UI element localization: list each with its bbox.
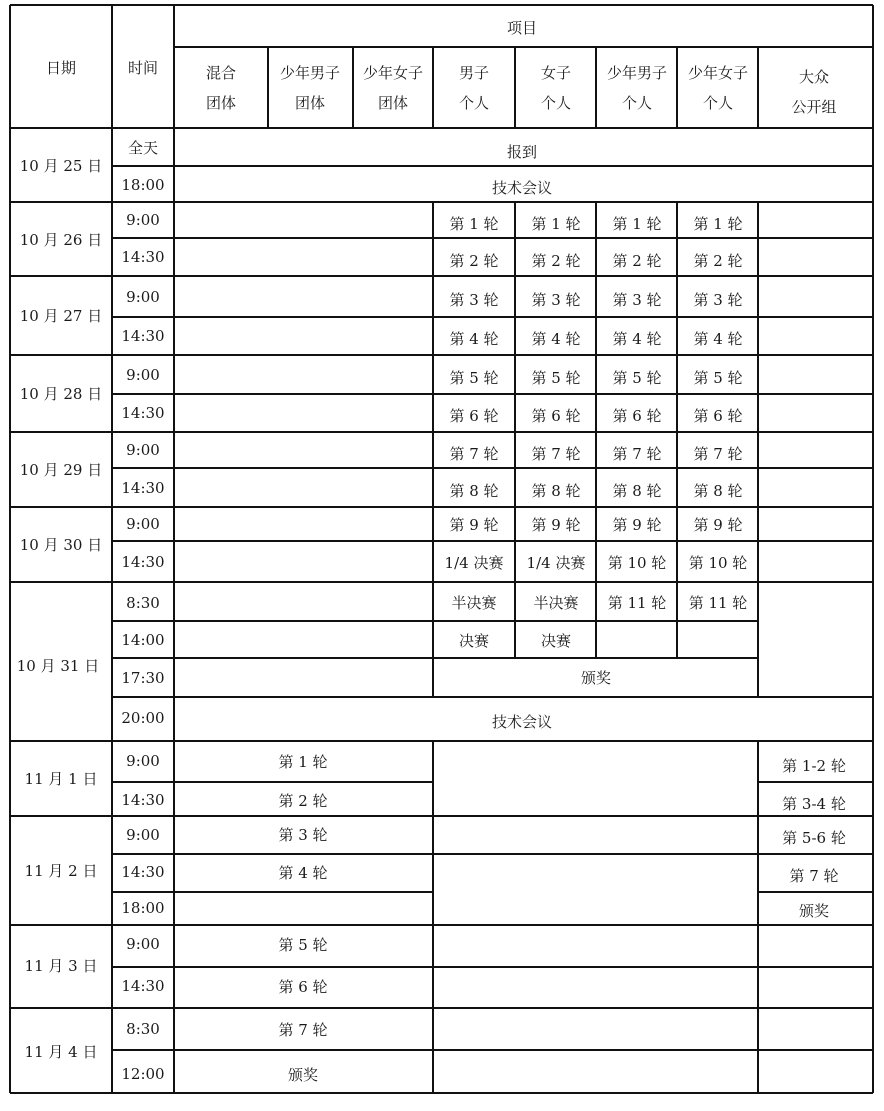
round-cell: 第 9 轮 — [531, 516, 581, 534]
round-cell: 第 7 轮 — [531, 445, 581, 463]
round-cell: 第 8 轮 — [449, 482, 499, 500]
round-cell: 第 11 轮 — [607, 594, 667, 612]
header-date: 日期 — [45, 59, 77, 77]
event-women-individual-l1: 女子 — [540, 64, 572, 82]
team-round-cell: 颁奖 — [287, 1066, 319, 1084]
date-oct-31: 10 月 31 日 — [16, 657, 100, 675]
date-nov-1: 11 月 1 日 — [24, 770, 98, 788]
event-mixed-team-l1: 混合 — [205, 64, 237, 82]
time-cell: 14:30 — [121, 479, 165, 497]
round-cell: 半决赛 — [533, 594, 579, 612]
round-cell: 第 4 轮 — [449, 330, 499, 348]
team-round-cell: 第 7 轮 — [278, 1021, 328, 1039]
event-mixed-team-l2: 团体 — [205, 94, 237, 112]
time-cell: 9:00 — [126, 441, 160, 459]
event-junior-women-team-l2: 团体 — [377, 94, 409, 112]
time-cell: 9:00 — [126, 288, 160, 306]
round-cell: 第 2 轮 — [531, 252, 581, 270]
time-cell: 8:30 — [126, 594, 160, 612]
time-cell: 14:30 — [121, 327, 165, 345]
time-cell: 9:00 — [126, 366, 160, 384]
event-junior-men-individual-l1: 少年男子 — [606, 64, 668, 82]
round-cell: 第 3 轮 — [612, 291, 662, 309]
team-round-cell: 第 3 轮 — [278, 826, 328, 844]
time-cell: 14:00 — [121, 631, 165, 649]
team-round-cell: 第 4 轮 — [278, 864, 328, 882]
time-cell: 18:00 — [121, 899, 165, 917]
header-events-group: 项目 — [506, 19, 538, 37]
open-round-cell: 第 3-4 轮 — [782, 795, 846, 813]
round-cell: 第 11 轮 — [688, 594, 748, 612]
date-oct-29: 10 月 29 日 — [19, 461, 103, 479]
tech-meeting-cell: 技术会议 — [491, 713, 553, 731]
open-round-cell: 第 7 轮 — [789, 867, 839, 885]
round-cell: 1/4 决赛 — [444, 554, 504, 572]
round-cell: 第 6 轮 — [449, 407, 499, 425]
time-cell: 17:30 — [121, 669, 165, 687]
event-open-group-l1: 大众 — [798, 68, 830, 86]
round-cell: 第 2 轮 — [612, 252, 662, 270]
time-cell: 全天 — [127, 139, 159, 157]
round-cell: 第 3 轮 — [531, 291, 581, 309]
individual-award-cell: 颁奖 — [580, 669, 612, 687]
round-cell: 决赛 — [540, 632, 572, 650]
time-cell: 9:00 — [126, 752, 160, 770]
round-cell: 第 1 轮 — [531, 215, 581, 233]
event-men-individual-l1: 男子 — [458, 64, 490, 82]
round-cell: 第 6 轮 — [612, 407, 662, 425]
time-cell: 14:30 — [121, 863, 165, 881]
date-oct-30: 10 月 30 日 — [19, 536, 103, 554]
time-cell: 20:00 — [121, 709, 165, 727]
event-junior-men-individual-l2: 个人 — [621, 94, 653, 112]
date-oct-27: 10 月 27 日 — [19, 307, 103, 325]
round-cell: 第 5 轮 — [612, 369, 662, 387]
date-oct-26: 10 月 26 日 — [19, 231, 103, 249]
event-junior-women-individual-l2: 个人 — [702, 94, 734, 112]
round-cell: 第 2 轮 — [449, 252, 499, 270]
header-time: 时间 — [127, 59, 159, 77]
event-men-individual-l2: 个人 — [458, 94, 490, 112]
round-cell: 第 7 轮 — [449, 445, 499, 463]
round-cell: 第 1 轮 — [449, 215, 499, 233]
round-cell: 第 6 轮 — [531, 407, 581, 425]
date-nov-4: 11 月 4 日 — [24, 1043, 98, 1061]
tech-meeting-cell: 技术会议 — [491, 179, 553, 197]
round-cell: 第 6 轮 — [693, 407, 743, 425]
team-round-cell: 第 6 轮 — [278, 978, 328, 996]
date-nov-2: 11 月 2 日 — [24, 862, 98, 880]
round-cell: 第 3 轮 — [693, 291, 743, 309]
round-cell: 第 2 轮 — [693, 252, 743, 270]
time-cell: 14:30 — [121, 404, 165, 422]
round-cell: 第 8 轮 — [693, 482, 743, 500]
round-cell: 半决赛 — [451, 594, 497, 612]
team-round-cell: 第 1 轮 — [278, 753, 328, 771]
event-women-individual-l2: 个人 — [540, 94, 572, 112]
round-cell: 第 9 轮 — [612, 516, 662, 534]
round-cell: 第 4 轮 — [531, 330, 581, 348]
round-cell: 第 5 轮 — [693, 369, 743, 387]
event-junior-men-team-l2: 团体 — [294, 94, 326, 112]
time-cell: 12:00 — [121, 1065, 165, 1083]
event-open-group-l2: 公开组 — [791, 98, 837, 116]
round-cell: 1/4 决赛 — [526, 554, 586, 572]
date-oct-25: 10 月 25 日 — [19, 157, 103, 175]
grid-lines — [10, 5, 873, 1093]
round-cell: 决赛 — [458, 632, 490, 650]
time-cell: 14:30 — [121, 977, 165, 995]
time-cell: 9:00 — [126, 826, 160, 844]
time-cell: 9:00 — [126, 935, 160, 953]
date-nov-3: 11 月 3 日 — [24, 957, 98, 975]
round-cell: 第 5 轮 — [449, 369, 499, 387]
time-cell: 14:30 — [121, 553, 165, 571]
round-cell: 第 10 轮 — [607, 554, 667, 572]
round-cell: 第 9 轮 — [693, 516, 743, 534]
event-junior-women-team-l1: 少年女子 — [362, 64, 424, 82]
round-cell: 第 4 轮 — [693, 330, 743, 348]
team-round-cell: 第 5 轮 — [278, 936, 328, 954]
round-cell: 第 1 轮 — [693, 215, 743, 233]
round-cell: 第 8 轮 — [612, 482, 662, 500]
round-cell: 第 3 轮 — [449, 291, 499, 309]
round-cell: 第 4 轮 — [612, 330, 662, 348]
round-cell: 第 9 轮 — [449, 516, 499, 534]
round-cell: 第 10 轮 — [688, 554, 748, 572]
time-cell: 8:30 — [126, 1020, 160, 1038]
time-cell: 9:00 — [126, 211, 160, 229]
open-round-cell: 第 5-6 轮 — [782, 829, 846, 847]
round-cell: 第 7 轮 — [693, 445, 743, 463]
team-round-cell: 第 2 轮 — [278, 792, 328, 810]
event-junior-men-team-l1: 少年男子 — [279, 64, 341, 82]
team-rounds — [278, 753, 327, 1084]
check-in-cell: 报到 — [506, 143, 538, 161]
event-junior-women-individual-l1: 少年女子 — [687, 64, 749, 82]
round-cell: 第 8 轮 — [531, 482, 581, 500]
round-cell: 第 7 轮 — [612, 445, 662, 463]
open-round-cell: 颁奖 — [798, 902, 830, 920]
time-cell: 14:30 — [121, 791, 165, 809]
time-cell: 14:30 — [121, 248, 165, 266]
round-cell: 第 5 轮 — [531, 369, 581, 387]
open-round-cell: 第 1-2 轮 — [782, 757, 846, 775]
time-cell: 9:00 — [126, 515, 160, 533]
round-cell: 第 1 轮 — [612, 215, 662, 233]
date-oct-28: 10 月 28 日 — [19, 385, 103, 403]
time-cell: 18:00 — [121, 176, 165, 194]
